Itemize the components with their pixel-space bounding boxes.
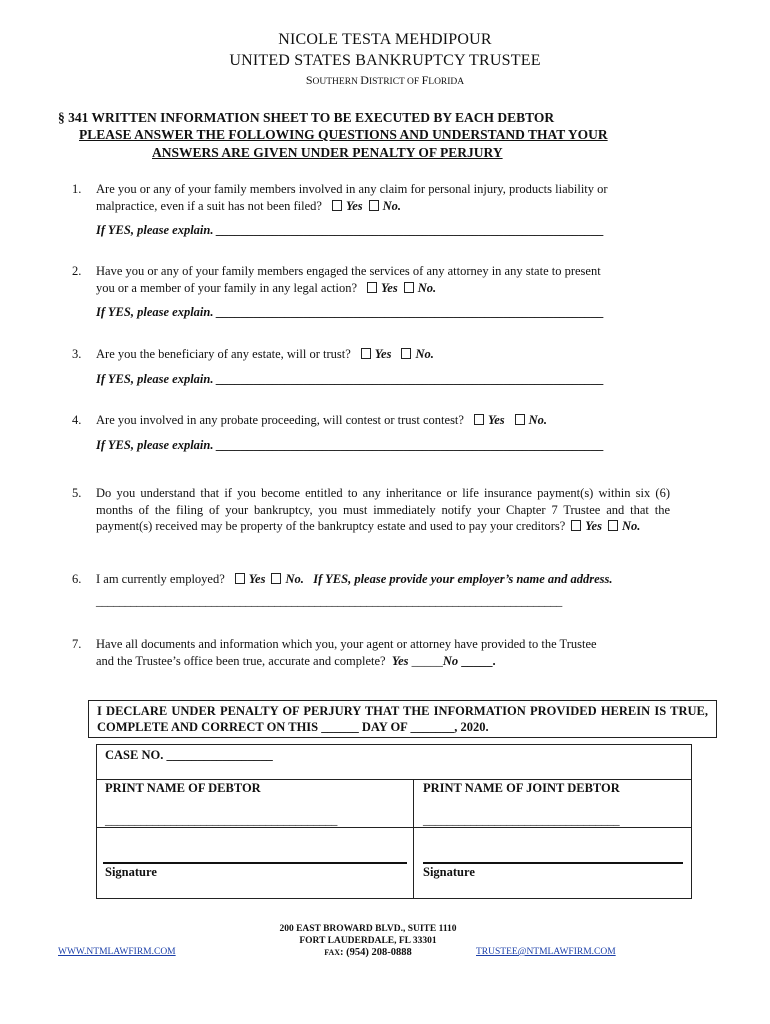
yes-checkbox[interactable] (361, 348, 371, 359)
signature-label: Signature (105, 865, 157, 879)
employer-blank[interactable]: _________________________________________________________________________________ (96, 593, 562, 608)
trustee-title: UNITED STATES BANKRUPTCY TRUSTEE (229, 52, 541, 69)
debtor-signature-line[interactable] (103, 862, 407, 864)
website-link[interactable]: WWW.NTMLAWFIRM.COM (58, 947, 176, 957)
signature-table (96, 744, 692, 899)
yes-checkbox[interactable] (571, 520, 581, 531)
email-link[interactable]: TRUSTEE@NTMLAWFIRM.COM (476, 947, 616, 957)
form-heading: § 341 WRITTEN INFORMATION SHEET TO BE EXECUTED BY EACH DEBTOR (58, 110, 555, 125)
no-checkbox[interactable] (271, 573, 281, 584)
no-checkbox[interactable] (515, 414, 525, 425)
debtor-name-field[interactable]: _______________________________________ (105, 813, 338, 827)
district-line: SOUTHERN DISTRICT OF FLORIDA (305, 73, 465, 87)
declaration-box (88, 700, 717, 738)
explain-line[interactable]: If YES, please explain. ______________________________________________________________ (96, 223, 605, 237)
yes-checkbox[interactable] (235, 573, 245, 584)
explain-line[interactable]: If YES, please explain. ______________________________________________________________ (96, 437, 605, 452)
office-address: 200 EAST BROWARD BLVD., SUITE 1110 FORT LAUDERDALE, FL 33301 FAX: (954) 208-0888 (279, 924, 457, 958)
signature-label: Signature (423, 865, 475, 879)
fax-number: : (954) 208-0888 (340, 947, 412, 958)
table-column-divider (413, 779, 414, 898)
yes-blank[interactable]: _____ (411, 653, 443, 668)
joint-debtor-name-field[interactable]: _________________________________ (423, 813, 620, 827)
no-checkbox[interactable] (608, 520, 618, 531)
yes-checkbox[interactable] (367, 282, 377, 293)
no-checkbox[interactable] (401, 348, 411, 359)
explain-line[interactable]: If YES, please explain. ______________________________________________________________ (96, 371, 605, 386)
no-checkbox[interactable] (404, 282, 414, 293)
explain-line[interactable]: If YES, please explain. ______________________________________________________________ (96, 305, 605, 319)
form-instruction-2: ANSWERS ARE GIVEN UNDER PENALTY OF PERJURY (152, 145, 503, 160)
no-checkbox[interactable] (369, 200, 379, 211)
table-divider (97, 779, 691, 780)
case-number-field[interactable]: CASE NO. _________________ (105, 748, 273, 762)
declaration-text: I DECLARE UNDER PENALTY OF PERJURY THAT THE INFORMATION PROVIDED HEREIN IS TRUE, COMPLETE AND CORRECT ON THIS ______ DAY OF _______, 2020. (97, 704, 708, 734)
yes-checkbox[interactable] (474, 414, 484, 425)
print-name-joint-debtor-label: PRINT NAME OF JOINT DEBTOR (423, 781, 620, 795)
joint-debtor-signature-line[interactable] (423, 862, 683, 864)
yes-checkbox[interactable] (332, 200, 342, 211)
trustee-name: NICOLE TESTA MEHDIPOUR (278, 31, 492, 48)
form-instruction: PLEASE ANSWER THE FOLLOWING QUESTIONS AND UNDERSTAND THAT YOUR (79, 127, 608, 142)
no-blank[interactable]: _____. (461, 653, 496, 668)
print-name-debtor-label: PRINT NAME OF DEBTOR (105, 781, 261, 795)
